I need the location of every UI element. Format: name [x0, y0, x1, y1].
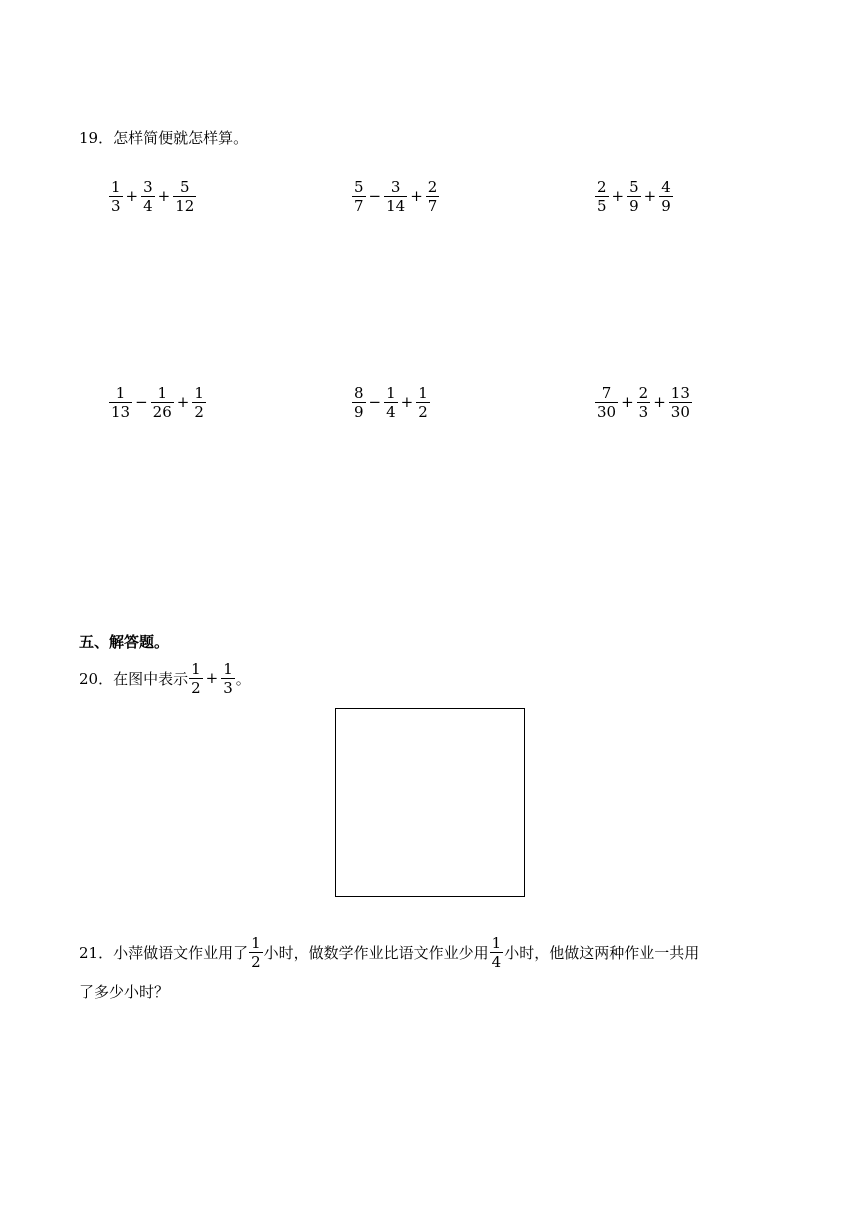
question-prompt: 在图中表示 — [113, 669, 189, 688]
question-21-line2: 了多少小时？ — [79, 983, 170, 1001]
expression-1 — [108, 174, 197, 218]
fraction: $\frac{1}{2}$ — [194, 383, 204, 421]
question-number: 21． — [79, 943, 114, 962]
question-number: 19． — [79, 129, 114, 147]
fraction: $\frac{13}{30}$ — [670, 383, 690, 421]
operator: + — [621, 393, 634, 411]
fraction: $\frac{5}{7}$ — [354, 177, 364, 215]
fraction: $\frac{5}{12}$ — [175, 177, 195, 215]
square-diagram[interactable] — [335, 708, 525, 897]
operator: + — [410, 187, 423, 205]
fraction: $\frac{1}{13}$ — [111, 383, 131, 421]
fraction: $\frac{2}{7}$ — [427, 177, 438, 215]
question-text-part2: 小时，做数学作业比语文作业少用 — [263, 943, 489, 962]
fraction: $\frac{3}{4}$ — [143, 177, 153, 215]
fraction: $\frac{1}{2}$ — [191, 659, 201, 697]
period: 。 — [235, 669, 251, 688]
fraction: $\frac{1}{26}$ — [152, 383, 172, 421]
expression-4 — [108, 380, 207, 424]
fraction: $\frac{8}{9}$ — [354, 383, 364, 421]
expression-6 — [594, 380, 693, 424]
operator: + — [400, 393, 414, 411]
question-text-part3: 小时，他做这两种作业一共用 — [504, 943, 700, 962]
operator: − — [368, 187, 382, 205]
operator: + — [157, 187, 171, 205]
fraction: $\frac{4}{9}$ — [661, 177, 671, 215]
operator: + — [611, 187, 625, 205]
fraction: $\frac{1}{3}$ — [111, 177, 121, 215]
expression-5 — [351, 380, 431, 424]
fraction: $\frac{1}{3}$ — [223, 659, 233, 697]
operator: + — [205, 669, 219, 687]
operator: + — [643, 187, 657, 205]
question-prompt: 怎样简便就怎样算。 — [113, 129, 249, 147]
fraction: $\frac{1}{2}$ — [418, 383, 428, 421]
question-19-heading — [79, 128, 248, 148]
fraction: $\frac{1}{4}$ — [491, 933, 502, 971]
expression-3 — [594, 174, 674, 218]
fraction: $\frac{1}{4}$ — [386, 383, 396, 421]
operator: − — [368, 393, 382, 411]
fraction: $\frac{3}{14}$ — [386, 177, 406, 215]
question-text-part1: 小萍做语文作业用了 — [113, 943, 249, 962]
operator: + — [176, 393, 190, 411]
question-21 — [79, 930, 699, 974]
fraction: $\frac{5}{9}$ — [629, 177, 639, 215]
fraction: $\frac{1}{2}$ — [251, 933, 261, 971]
operator: − — [135, 393, 148, 411]
fraction: $\frac{2}{3}$ — [638, 383, 649, 421]
expression-2 — [351, 174, 440, 218]
question-number: 20． — [79, 669, 114, 688]
fraction: $\frac{7}{30}$ — [597, 383, 617, 421]
section-title: 五、解答题。 — [79, 633, 170, 651]
operator: + — [125, 187, 139, 205]
fraction: $\frac{2}{5}$ — [597, 177, 607, 215]
operator: + — [653, 393, 666, 411]
question-20 — [79, 656, 251, 700]
